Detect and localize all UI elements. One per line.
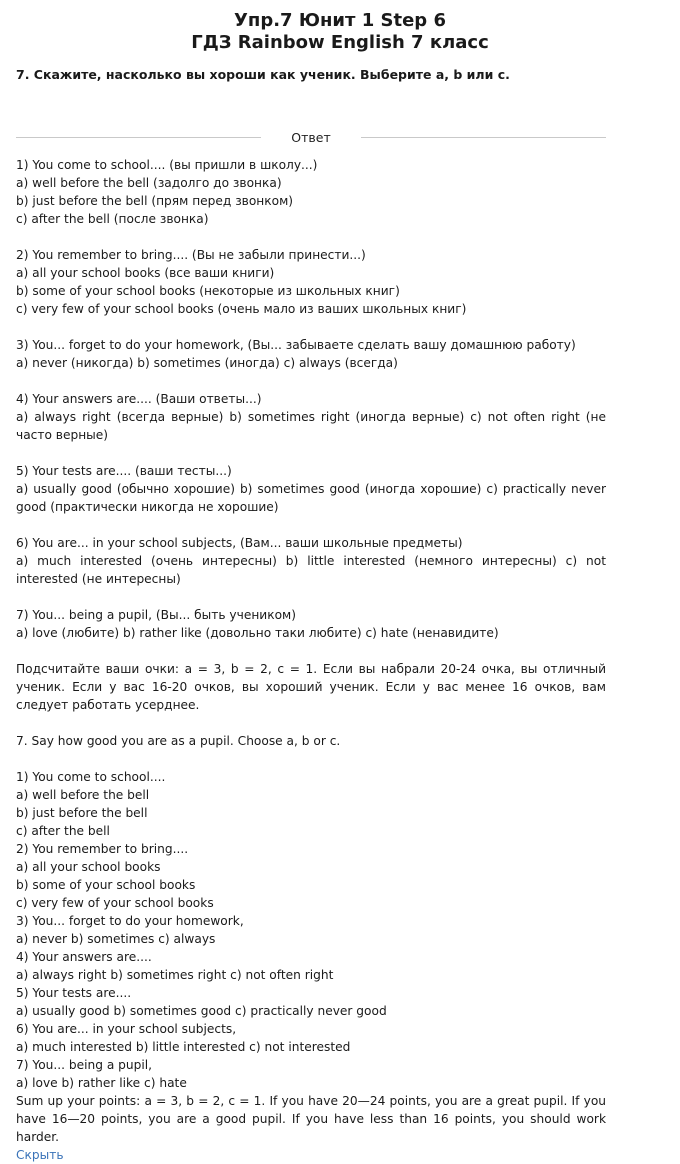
question-block: [16, 534, 606, 588]
english-summary: Sum up your points: a = 3, b = 2, c = 1. If you have 20—24 points, you are a great pupil. If you have 16—20 points, you are a good pupil. If you have less than 16 points, you should work harder.: [16, 1094, 606, 1144]
english-task: 7. Say how good you are as a pupil. Choose a, b or c.: [16, 734, 341, 748]
russian-answers: [16, 156, 606, 642]
english-line: a) well before the bell: [16, 788, 150, 802]
english-line: 5) Your tests are....: [16, 986, 132, 1000]
answer-option: b) just before the bell (прям перед звонком): [16, 194, 294, 208]
question-text: 1) You come to school.... (вы пришли в школу...): [16, 158, 318, 172]
answer-content: [16, 156, 606, 1164]
hide-link[interactable]: Скрыть: [16, 1148, 64, 1162]
answer-option: a) much interested (очень интересны) b) little interested (немного интересны) c) not interested (не интересны): [16, 554, 606, 586]
answer-option: b) some of your school books (некоторые из школьных книг): [16, 284, 400, 298]
english-line: b) just before the bell: [16, 806, 148, 820]
english-line: c) very few of your school books: [16, 896, 214, 910]
question-text: 2) You remember to bring.... (Вы не забыли принести...): [16, 248, 366, 262]
question-text: 7) You... being a pupil, (Вы... быть учеником): [16, 608, 296, 622]
english-line: 4) Your answers are....: [16, 950, 152, 964]
question-text: 4) Your answers are.... (Ваши ответы...): [16, 392, 262, 406]
english-line: 1) You come to school....: [16, 770, 166, 784]
question-block: [16, 156, 606, 228]
answer-option: c) after the bell (после звонка): [16, 212, 209, 226]
english-line: 7) You... being a pupil,: [16, 1058, 153, 1072]
english-line: a) love b) rather like c) hate: [16, 1076, 187, 1090]
english-line: 3) You... forget to do your homework,: [16, 914, 244, 928]
question-block: [16, 462, 606, 516]
russian-summary: Подсчитайте ваши очки: a = 3, b = 2, c = 1. Если вы набрали 20-24 очка, вы отличный ученик. Если у вас 16-20 очков, вы хороший ученик. Если у вас менее 16 очков, вам следует работать усерднее.: [16, 662, 606, 712]
title-line-2: ГДЗ Rainbow English 7 класс: [191, 32, 489, 53]
question-text: 3) You... forget to do your homework, (Вы... забываете сделать вашу домашнюю работу): [16, 338, 576, 352]
answer-label: Ответ: [291, 129, 331, 145]
question-block: [16, 336, 606, 372]
english-line: b) some of your school books: [16, 878, 196, 892]
english-line: a) usually good b) sometimes good c) practically never good: [16, 1004, 387, 1018]
answer-divider: [16, 128, 606, 146]
task-text: 7. Скажите, насколько вы хороши как ученик. Выберите a, b или c.: [16, 67, 510, 82]
page-title: [16, 0, 606, 54]
answer-option: a) never (никогда) b) sometimes (иногда) c) always (всегда): [16, 356, 398, 370]
english-line: a) never b) sometimes c) always: [16, 932, 216, 946]
answer-option: a) well before the bell (задолго до звонка): [16, 176, 282, 190]
divider-line-left: [16, 137, 261, 138]
english-line: a) all your school books: [16, 860, 161, 874]
question-text: 6) You are... in your school subjects, (Вам... ваши школьные предметы): [16, 536, 463, 550]
answer-option: a) all your school books (все ваши книги): [16, 266, 275, 280]
english-line: 2) You remember to bring....: [16, 842, 189, 856]
answer-option: c) very few of your school books (очень мало из ваших школьных книг): [16, 302, 467, 316]
english-answers: [16, 768, 606, 1092]
divider-line-right: [361, 137, 606, 138]
english-line: a) always right b) sometimes right c) not often right: [16, 968, 334, 982]
question-block: [16, 606, 606, 642]
question-block: [16, 246, 606, 318]
answer-option: a) love (любите) b) rather like (довольно таки любите) c) hate (ненавидите): [16, 626, 499, 640]
title-line-1: Упр.7 Юнит 1 Step 6: [234, 10, 446, 31]
answer-option: a) always right (всегда верные) b) sometimes right (иногда верные) c) not often right (не часто верные): [16, 410, 606, 442]
answer-option: a) usually good (обычно хорошие) b) sometimes good (иногда хорошие) c) practically never good (практически никогда не хорошие): [16, 482, 606, 514]
question-text: 5) Your tests are.... (ваши тесты...): [16, 464, 232, 478]
english-line: c) after the bell: [16, 824, 110, 838]
english-line: 6) You are... in your school subjects,: [16, 1022, 237, 1036]
english-line: a) much interested b) little interested c) not interested: [16, 1040, 351, 1054]
question-block: [16, 390, 606, 444]
